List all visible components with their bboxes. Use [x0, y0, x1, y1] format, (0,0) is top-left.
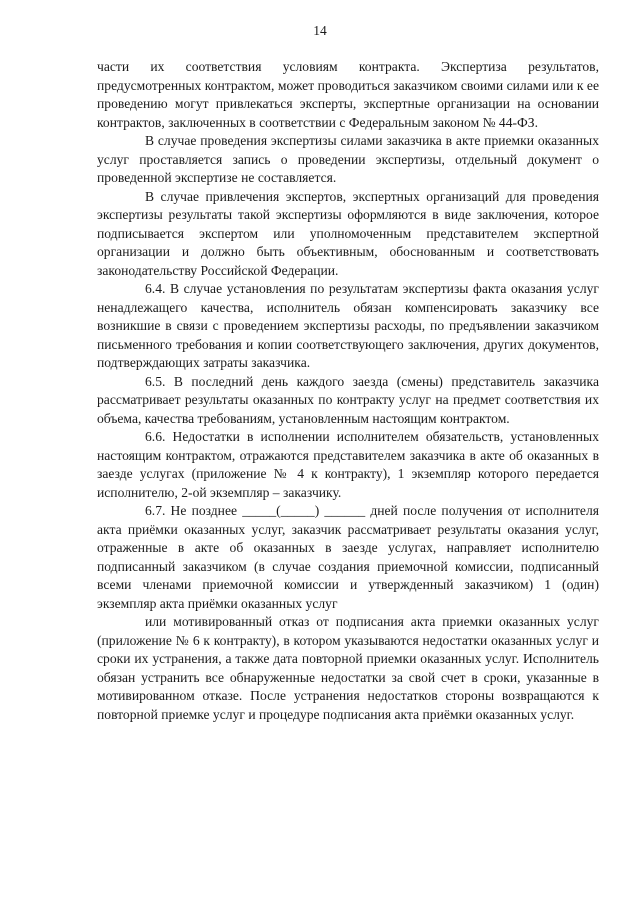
paragraph-clause-6-4: 6.4. В случае установления по результатам экспертизы факта оказания услуг ненадлежащего качества, исполнитель обязан компенсировать заказчику все возникшие в связи с проведением экспертизы расходы, по предъявлении заказчиком письменного требования и копии соответствующего заключения, других документов, подтверждающих затраты заказчика. — [97, 281, 599, 370]
paragraph-customer-expertise: В случае проведения экспертизы силами заказчика в акте приемки оказанных услуг проставляется запись о проведении экспертизы, отдельный документ о проведенной экспертизе не составляется. — [97, 133, 599, 185]
paragraph-clause-6-6: 6.6. Недостатки в исполнении исполнителем обязательств, установленных настоящим контрактом, отражаются представителем заказчика в акте об оказанных в заезде услугах (приложение № 4 к контракту), 1 экземпляр которого передается исполнителю, 2-ой экземпляр – заказчику. — [97, 429, 599, 500]
paragraph-expertise-intro: части их соответствия условиям контракта. Экспертиза результатов, предусмотренных контрактом, может проводиться заказчиком своими силами или к ее проведению могут привлекаться эксперты, экспертные организации на основании контрактов, заключенных в соответствии с Федеральным законом № 44-ФЗ. — [97, 59, 599, 130]
paragraph-external-experts: В случае привлечения экспертов, экспертных организаций для проведения экспертизы результаты такой экспертизы оформляются в виде заключения, которое подписывается экспертом или уполномоченным представителем экспертной организации и должно быть объективным, обоснованным и соответствовать законодательству Российской Федерации. — [97, 188, 599, 278]
paragraph-motivated-refusal: или мотивированный отказ от подписания акта приемки оказанных услуг (приложение № 6 к контракту), в котором указываются недостатки оказанных услуг и сроки их устранения, а также дата повторной приемки оказанных услуг. Исполнитель обязан устранить все обнаруженные недостатки за свой счет в сроки, указанные в мотивированном отказе. После устранения недостатков стороны возвращаются к повторной приемке услуг и процедуре подписания акта приёмки оказанных услуг. — [97, 614, 599, 722]
document-body — [97, 58, 599, 724]
paragraph-clause-6-5: 6.5. В последний день каждого заезда (смены) представитель заказчика рассматривает результаты оказанных по контракту услуг на предмет соответствия их объема, качества требованиям, установленным настоящим контрактом. — [97, 373, 599, 426]
paragraph-clause-6-7: 6.7. Не позднее _____(_____) ______ дней после получения от исполнителя акта приёмки оказанных услуг, заказчик рассматривает результаты оказания услуг, отраженные в акте об оказанных в заезде услугах, направляет исполнителю подписанный заказчиком (в случае создания приемочной комиссии, подписанный всеми членами приемочной комиссии и утвержденный заказчиком) 1 (один) экземпляр акта приёмки оказанных услуг — [97, 503, 599, 611]
page-number: 14 — [313, 23, 327, 38]
